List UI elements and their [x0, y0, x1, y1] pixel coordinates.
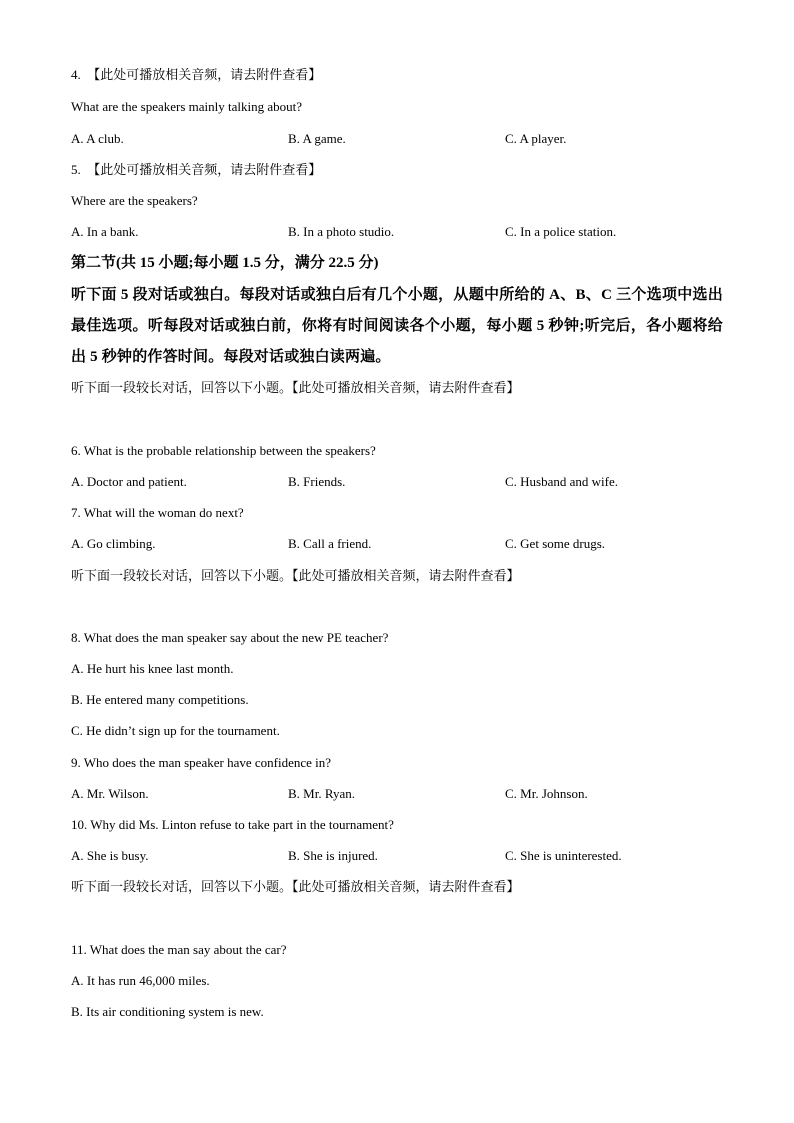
q6-option-a: A. Doctor and patient. — [71, 474, 187, 489]
q7-option-c: C. Get some drugs. — [505, 536, 606, 551]
q10-option-c: C. She is uninterested. — [505, 848, 622, 863]
q9-option-c: C. Mr. Johnson. — [505, 786, 588, 801]
q6-options — [71, 473, 731, 491]
q10-option-b: B. She is injured. — [288, 848, 378, 863]
q4-number: 4. — [71, 67, 81, 82]
q8-option-a: A. He hurt his knee last month. — [71, 661, 234, 676]
q7-options — [71, 535, 731, 553]
q4-option-c: C. A player. — [505, 131, 567, 146]
q5-option-b: B. In a photo studio. — [288, 224, 395, 239]
q9-stem: 9. Who does the man speaker have confidence in? — [71, 755, 332, 770]
q11-option-b: B. Its air conditioning system is new. — [71, 1004, 264, 1019]
q4-stem: What are the speakers mainly talking about? — [71, 99, 303, 114]
q9-option-b: B. Mr. Ryan. — [288, 786, 356, 801]
q4-audio-note: 【此处可播放相关音频，请去附件查看】 — [87, 67, 322, 82]
q6-option-c: C. Husband and wife. — [505, 474, 619, 489]
q9-options — [71, 785, 731, 803]
q10-stem: 10. Why did Ms. Linton refuse to take part in the tournament? — [71, 817, 394, 832]
q6-option-b: B. Friends. — [288, 474, 346, 489]
dialog-intro-1: 听下面一段较长对话，回答以下小题。【此处可播放相关音频，请去附件查看】 — [71, 380, 520, 395]
q8-stem: 8. What does the man speaker say about the new PE teacher? — [71, 630, 389, 645]
q5-audio-note: 【此处可播放相关音频，请去附件查看】 — [87, 162, 322, 177]
q9-option-a: A. Mr. Wilson. — [71, 786, 149, 801]
q5-header — [71, 161, 321, 179]
q7-stem: 7. What will the woman do next? — [71, 505, 244, 520]
q7-option-b: B. Call a friend. — [288, 536, 372, 551]
q7-option-a: A. Go climbing. — [71, 536, 156, 551]
q10-option-a: A. She is busy. — [71, 848, 149, 863]
q8-option-c: C. He didn’t sign up for the tournament. — [71, 723, 280, 738]
q8-option-b: B. He entered many competitions. — [71, 692, 249, 707]
section2-instructions: 听下面 5 段对话或独白。每段对话或独白后有几个小题，从题中所给的 A、B、C 三个选项中选出最佳选项。听每段对话或独白前，你将有时间阅读各个小题，每小题 5 秒钟;听完后，各小题将给出 5 秒钟的作答时间。每段对话或独白读两遍。 — [71, 287, 723, 365]
dialog-intro-3: 听下面一段较长对话，回答以下小题。【此处可播放相关音频，请去附件查看】 — [71, 879, 520, 894]
q4-options — [71, 130, 731, 148]
dialog-intro-2: 听下面一段较长对话，回答以下小题。【此处可播放相关音频，请去附件查看】 — [71, 568, 520, 583]
q5-options — [71, 223, 731, 241]
q4-option-a: A. A club. — [71, 131, 124, 146]
q5-number: 5. — [71, 162, 81, 177]
q10-options — [71, 847, 731, 865]
q5-option-c: C. In a police station. — [505, 224, 617, 239]
q5-option-a: A. In a bank. — [71, 224, 139, 239]
q11-stem: 11. What does the man say about the car? — [71, 942, 287, 957]
q6-stem: 6. What is the probable relationship between the speakers? — [71, 443, 376, 458]
q5-stem: Where are the speakers? — [71, 193, 198, 208]
section2-heading: 第二节(共 15 小题;每小题 1.5 分，满分 22.5 分) — [71, 255, 379, 271]
q4-option-b: B. A game. — [288, 131, 346, 146]
q4-header — [71, 66, 321, 84]
q11-option-a: A. It has run 46,000 miles. — [71, 973, 210, 988]
